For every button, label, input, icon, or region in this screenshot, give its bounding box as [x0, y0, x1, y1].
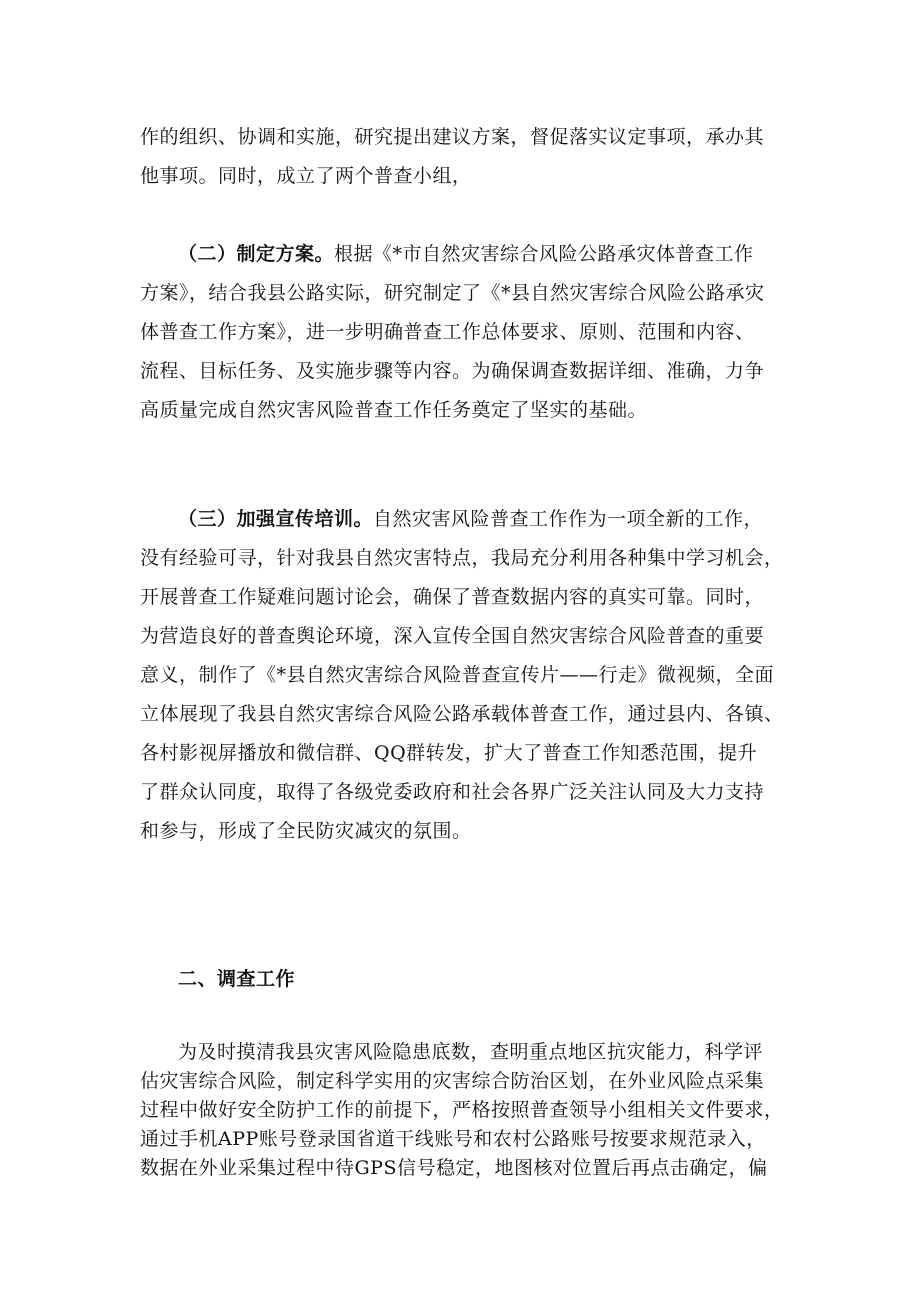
paragraph-publicity	[140, 500, 796, 851]
paragraph-investigation	[140, 1038, 796, 1183]
text-line: 高质量完成自然灾害风险普查工作任务奠定了坚实的基础。	[140, 399, 648, 421]
paragraph-lead-heading: （三）加强宣传培训。	[178, 508, 374, 530]
paragraph-organization	[140, 118, 796, 196]
section-heading-text: 二、调查工作	[178, 968, 296, 990]
text-line: 流程、目标任务、及实施步骤等内容。为确保调查数据详细、准确，力争	[140, 360, 765, 382]
text-line: 他事项。同时，成立了两个普查小组，	[140, 165, 472, 187]
paragraph-text	[140, 500, 796, 539]
text-line: 根据《*市自然灾害综合风险公路承灾体普查工作	[334, 243, 754, 265]
paragraph-text	[140, 235, 796, 274]
text-line: 各村影视屏播放和微信群、QQ群转发，扩大了普查工作知悉范围，提升	[140, 742, 758, 764]
paragraph-plan	[140, 235, 796, 430]
text-line: 了群众认同度，取得了各级党委政府和社会各界广泛关注认同及大力支持	[140, 781, 765, 803]
text-line: 估灾害综合风险，制定科学实用的灾害综合防治区划，在外业风险点采集	[140, 1070, 765, 1092]
paragraph-text	[140, 539, 796, 851]
paragraph-text	[140, 1067, 796, 1183]
paragraph-text	[140, 274, 796, 430]
text-line: 意义，制作了《*县自然灾害综合风险普查宣传片——行走》微视频，全面	[140, 664, 775, 686]
text-line: 自然灾害风险普查工作作为一项全新的工作，	[373, 508, 764, 530]
text-line: 没有经验可寻，针对我县自然灾害特点，我局充分利用各种集中学习机会，	[140, 547, 784, 569]
text-line: 立体展现了我县自然灾害综合风险公路承载体普查工作，通过县内、各镇、	[140, 703, 784, 725]
text-line: 数据在外业采集过程中待GPS信号稳定，地图核对位置后再点击确定，偏	[140, 1157, 768, 1179]
text-line: 作的组织、协调和实施，研究提出建议方案，督促落实议定事项，承办其	[140, 126, 765, 148]
paragraph-lead-heading: （二）制定方案。	[178, 243, 335, 265]
paragraph-text	[140, 118, 796, 196]
text-line: 过程中做好安全防护工作的前提下，严格按照普查领导小组相关文件要求，	[140, 1099, 784, 1121]
text-line: 通过手机APP账号登录国省道干线账号和农村公路账号按要求规范录入，	[140, 1128, 766, 1150]
text-line: 和参与，形成了全民防灾减灾的氛围。	[140, 820, 472, 842]
paragraph-text: 为及时摸清我县灾害风险隐患底数，查明重点地区抗灾能力，科学评	[178, 1041, 764, 1063]
section-heading	[140, 960, 796, 999]
text-line: 开展普查工作疑难问题讨论会，确保了普查数据内容的真实可靠。同时，	[140, 586, 765, 608]
text-line: 体普查工作方案》，进一步明确普查工作总体要求、原则、范围和内容、	[140, 321, 755, 343]
text-line: 方案》，结合我县公路实际，研究制定了《*县自然灾害综合风险公路承灾	[140, 282, 765, 304]
text-line: 为营造良好的普查舆论环境，深入宣传全国自然灾害综合风险普查的重要	[140, 625, 765, 647]
